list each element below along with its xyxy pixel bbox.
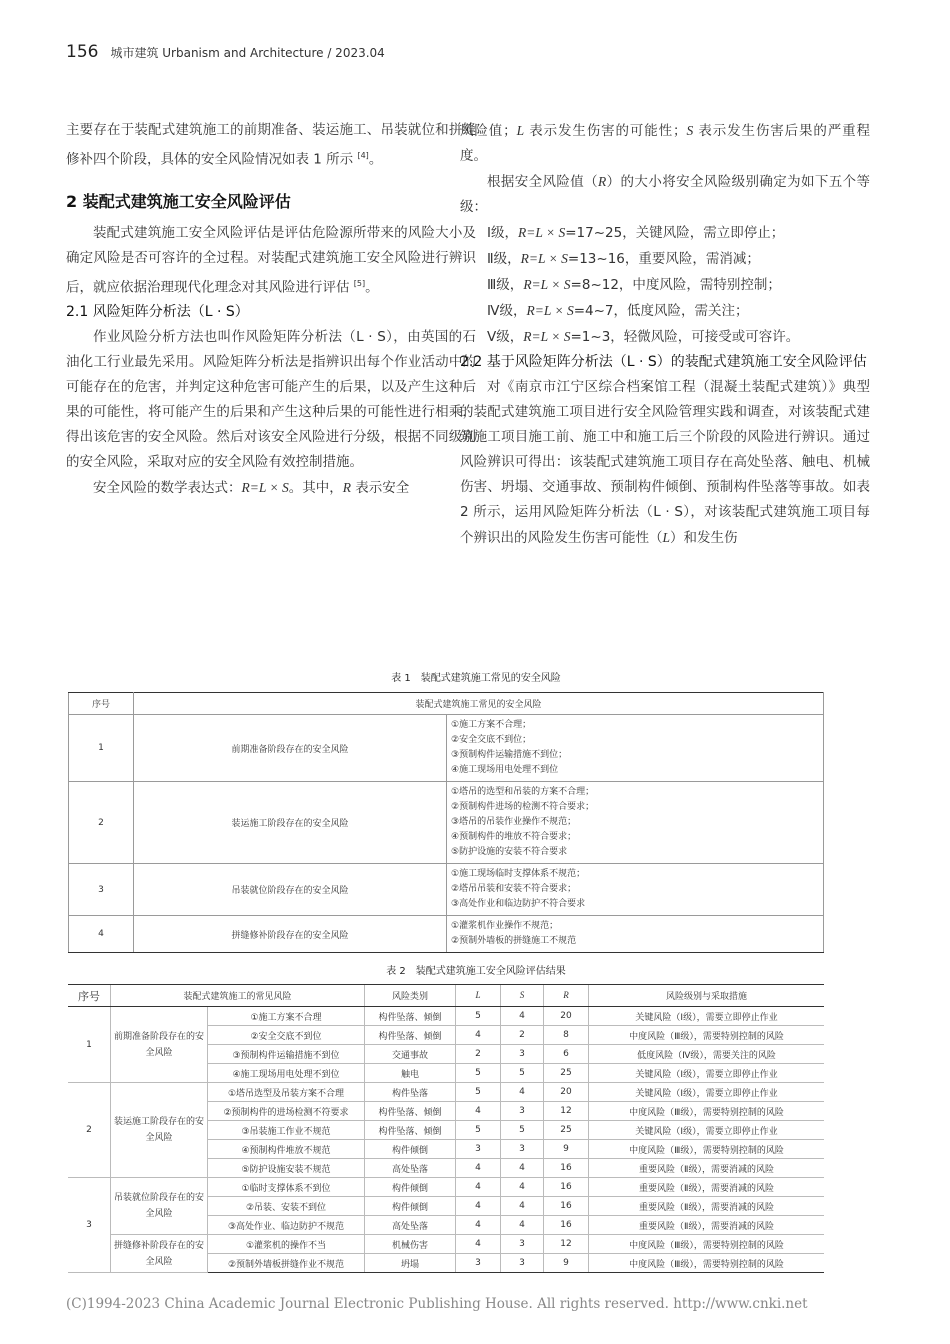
category-cell: 构件坠落、倾倒 [365, 1007, 456, 1026]
category-cell: 构件倾倒 [365, 1197, 456, 1216]
risk-list: ①灌浆机作业操作不规范； ②预制外墙板的拼缝施工不规范 [447, 916, 824, 953]
level-cell: 重要风险（Ⅱ级），需要消减的风险 [589, 1159, 825, 1178]
risk-cell: ⑤防护设施安装不规范 [208, 1159, 365, 1178]
risk-level-item: Ⅳ级，R=L × S=4~7，低度风险，需关注； [487, 303, 749, 319]
stage-cell: 装运施工阶段存在的安全风险 [134, 782, 447, 864]
level-cell: 中度风险（Ⅲ级），需要特别控制的风险 [589, 1102, 825, 1121]
stage-cell: 拼缝修补阶段存在的安全风险 [134, 916, 447, 953]
paragraph: 作业风险分析方法也叫作风险矩阵分析法（L · S），由英国的石油化工行业最先采用。风险矩阵分析法是指辨识出每个作业活动中的可能存在的危害，并判定这种危害可能产生的后果，以及产生这种后果的可能性，将可能产生的后果和产生这种后果的可能性进行相乘，得出该危害的安全风险。然后对该安全风险进行分级，根据不同级别的安全风险，采取对应的安全风险有效控制措施。 [66, 329, 476, 470]
risk-cell: ④预制构件堆放不规范 [208, 1140, 365, 1159]
s-cell: 4 [501, 1216, 544, 1235]
paragraph: 装配式建筑施工安全风险评估是评估危险源所带来的风险大小及确定风险是否可容许的全过程。对装配式建筑施工安全风险进行辨识后，就应依据治理现代化理念对其风险进行评估 [5]。 [66, 224, 476, 295]
table-header: 风险类别 [365, 985, 456, 1007]
risk-cell: ①灌浆机的操作不当 [208, 1235, 365, 1254]
paragraph: 主要存在于装配式建筑施工的前期准备、装运施工、吊装就位和拼缝修补四个阶段，具体的安全风险情况如表 1 所示 [4]。 [66, 122, 476, 168]
paragraph: 根据安全风险值（R）的大小将安全风险级别确定为如下五个等级： [460, 174, 871, 215]
table-row [68, 1007, 824, 1026]
formula: R=L × S [241, 480, 289, 495]
risk-level-item: Ⅴ级，R=L × S=1~3，轻微风险，可接受或可容许。 [487, 329, 800, 345]
r-cell: 6 [544, 1045, 589, 1064]
table-row [69, 715, 824, 782]
s-cell: 2 [501, 1026, 544, 1045]
table-header: R [544, 985, 589, 1007]
l-cell: 4 [456, 1197, 501, 1216]
r-cell: 16 [544, 1216, 589, 1235]
risk-list: ①施工现场临时支撑体系不规范； ②塔吊吊装和安装不符合要求； ③高处作业和临边防护不符合要求 [447, 864, 824, 916]
row-number: 2 [69, 782, 134, 864]
table-row [69, 916, 824, 953]
level-cell: 中度风险（Ⅲ级），需要特别控制的风险 [589, 1140, 825, 1159]
table2 [68, 984, 824, 1273]
s-cell: 4 [501, 1178, 544, 1197]
running-header [66, 42, 385, 62]
l-cell: 4 [456, 1102, 501, 1121]
r-cell: 16 [544, 1197, 589, 1216]
paragraph: 安全风险的数学表达式：R=L × S。其中，R 表示安全 [93, 480, 410, 496]
risk-level-item: Ⅱ级，R=L × S=13~16，重要风险，需消减； [487, 251, 760, 267]
table1 [68, 692, 824, 953]
table-header: S [501, 985, 544, 1007]
table-header: 装配式建筑施工常见的安全风险 [134, 693, 824, 715]
category-cell: 交通事故 [365, 1045, 456, 1064]
left-column [66, 118, 476, 501]
level-cell: 关键风险（Ⅰ级），需要立即停止作业 [589, 1083, 825, 1102]
risk-cell: ③高处作业、临边防护不规范 [208, 1216, 365, 1235]
table-row [68, 1235, 824, 1254]
l-cell: 5 [456, 1064, 501, 1083]
citation[interactable]: [5] [353, 278, 366, 288]
risk-level-item: Ⅲ级，R=L × S=8~12，中度风险，需特别控制； [487, 277, 781, 293]
table-header: 风险级别与采取措施 [589, 985, 825, 1007]
table-row [69, 782, 824, 864]
risk-list: ①施工方案不合理； ②安全交底不到位； ③预制构件运输措施不到位； ④施工现场用电处理不到位 [447, 715, 824, 782]
category-cell: 高处坠落 [365, 1216, 456, 1235]
s-cell: 4 [501, 1159, 544, 1178]
level-cell: 低度风险（Ⅳ级），需要关注的风险 [589, 1045, 825, 1064]
stage-cell: 吊装就位阶段存在的安全风险 [111, 1178, 208, 1235]
r-cell: 12 [544, 1102, 589, 1121]
table-row [68, 1083, 824, 1102]
category-cell: 构件坠落、倾倒 [365, 1102, 456, 1121]
l-cell: 4 [456, 1235, 501, 1254]
risk-cell: ②预制外墙板拼缝作业不规范 [208, 1254, 365, 1273]
risk-cell: ②安全交底不到位 [208, 1026, 365, 1045]
l-cell: 5 [456, 1121, 501, 1140]
s-cell: 4 [501, 1007, 544, 1026]
level-cell: 中度风险（Ⅲ级），需要特别控制的风险 [589, 1235, 825, 1254]
table-header: 序号 [69, 693, 134, 715]
level-cell: 中度风险（Ⅲ级），需要特别控制的风险 [589, 1026, 825, 1045]
r-cell: 9 [544, 1254, 589, 1273]
r-cell: 20 [544, 1007, 589, 1026]
category-cell: 构件坠落 [365, 1083, 456, 1102]
l-cell: 4 [456, 1026, 501, 1045]
row-number: 1 [69, 715, 134, 782]
level-cell: 关键风险（Ⅰ级），需要立即停止作业 [589, 1064, 825, 1083]
s-cell: 4 [501, 1197, 544, 1216]
r-cell: 16 [544, 1159, 589, 1178]
l-cell: 5 [456, 1007, 501, 1026]
s-cell: 3 [501, 1235, 544, 1254]
r-cell: 8 [544, 1026, 589, 1045]
l-cell: 4 [456, 1216, 501, 1235]
row-number: 3 [69, 864, 134, 916]
journal-name: 城市建筑 Urbanism and Architecture / 2023.04 [110, 46, 385, 60]
risk-cell: ②预制构件的进场检测不符要求 [208, 1102, 365, 1121]
citation[interactable]: [4] [357, 151, 369, 160]
r-cell: 16 [544, 1178, 589, 1197]
level-cell: 关键风险（Ⅰ级），需要立即停止作业 [589, 1007, 825, 1026]
level-cell: 重要风险（Ⅱ级），需要消减的风险 [589, 1197, 825, 1216]
risk-cell: ①临时支撑体系不到位 [208, 1178, 365, 1197]
l-cell: 4 [456, 1178, 501, 1197]
s-cell: 3 [501, 1254, 544, 1273]
category-cell: 构件坠落、倾倒 [365, 1121, 456, 1140]
paragraph: 对《南京市江宁区综合档案馆工程（混凝土装配式建筑）》典型的装配式建筑施工项目进行安全风险管理实践和调查，对该装配式建筑施工项目施工前、施工中和施工后三个阶段的风险进行辨识。通过风险辨识可得出：该装配式建筑施工项目存在高处坠落、触电、机械伤害、坍塌、交通事故、预制构件倾倒、预制构件坠落等事故。如表 2 所示，运用风险矩阵分析法（L · S），对该装配式建筑施工项目每个辨识出的风险发生伤害可能性（L）和发生伤 [460, 379, 870, 546]
right-column [460, 118, 870, 551]
table-header: 装配式建筑施工的常见风险 [111, 985, 365, 1007]
page-number: 156 [66, 42, 99, 62]
risk-cell: ②吊装、安装不到位 [208, 1197, 365, 1216]
s-cell: 3 [501, 1045, 544, 1064]
l-cell: 3 [456, 1254, 501, 1273]
l-cell: 4 [456, 1159, 501, 1178]
s-cell: 5 [501, 1064, 544, 1083]
risk-cell: ①塔吊选型及吊装方案不合理 [208, 1083, 365, 1102]
copyright-footer: (C)1994-2023 China Academic Journal Electronic Publishing House. All rights reserved. http://www.cnki.net [66, 1296, 808, 1312]
l-cell: 2 [456, 1045, 501, 1064]
paragraph: 风险值；L 表示发生伤害的可能性；S 表示发生伤害后果的严重程度。 [460, 123, 871, 164]
subsection-heading: 2.1 风险矩阵分析法（L · S） [66, 304, 249, 320]
l-cell: 3 [456, 1140, 501, 1159]
group-number: 3 [68, 1178, 111, 1273]
table-header: 序号 [68, 985, 111, 1007]
risk-cell: ①施工方案不合理 [208, 1007, 365, 1026]
stage-cell: 吊装就位阶段存在的安全风险 [134, 864, 447, 916]
risk-cell: ③预制构件运输措施不到位 [208, 1045, 365, 1064]
risk-cell: ④施工现场用电处理不到位 [208, 1064, 365, 1083]
group-number: 2 [68, 1083, 111, 1178]
stage-cell: 前期准备阶段存在的安全风险 [134, 715, 447, 782]
r-cell: 20 [544, 1083, 589, 1102]
section-heading: 2 装配式建筑施工安全风险评估 [66, 191, 291, 211]
table-header: L [456, 985, 501, 1007]
risk-list: ①塔吊的选型和吊装的方案不合理； ②预制构件进场的检测不符合要求； ③塔吊的吊装作业操作不规范； ④预制构件的堆放不符合要求； ⑤防护设施的安装不符合要求 [447, 782, 824, 864]
row-number: 4 [69, 916, 134, 953]
category-cell: 坍塌 [365, 1254, 456, 1273]
table-row [69, 864, 824, 916]
r-cell: 12 [544, 1235, 589, 1254]
category-cell: 机械伤害 [365, 1235, 456, 1254]
stage-cell: 前期准备阶段存在的安全风险 [111, 1007, 208, 1083]
r-cell: 25 [544, 1064, 589, 1083]
l-cell: 5 [456, 1083, 501, 1102]
category-cell: 构件倾倒 [365, 1178, 456, 1197]
category-cell: 高处坠落 [365, 1159, 456, 1178]
table2-caption: 表 2 装配式建筑施工安全风险评估结果 [386, 966, 566, 977]
risk-cell: ③吊装施工作业不规范 [208, 1121, 365, 1140]
category-cell: 构件坠落、倾倒 [365, 1026, 456, 1045]
s-cell: 3 [501, 1140, 544, 1159]
level-cell: 重要风险（Ⅱ级），需要消减的风险 [589, 1216, 825, 1235]
s-cell: 5 [501, 1121, 544, 1140]
level-cell: 重要风险（Ⅱ级），需要消减的风险 [589, 1178, 825, 1197]
table1-caption: 表 1 装配式建筑施工常见的安全风险 [391, 673, 561, 684]
category-cell: 构件倾倒 [365, 1140, 456, 1159]
category-cell: 触电 [365, 1064, 456, 1083]
level-cell: 中度风险（Ⅲ级），需要特别控制的风险 [589, 1254, 825, 1273]
group-number: 1 [68, 1007, 111, 1083]
s-cell: 4 [501, 1083, 544, 1102]
r-cell: 9 [544, 1140, 589, 1159]
r-cell: 25 [544, 1121, 589, 1140]
table-row [68, 1178, 824, 1197]
stage-cell: 装运施工阶段存在的安全风险 [111, 1083, 208, 1178]
stage-cell: 拼缝修补阶段存在的安全风险 [111, 1235, 208, 1273]
risk-level-item: Ⅰ级，R=L × S=17~25，关键风险，需立即停止； [487, 225, 785, 241]
level-cell: 关键风险（Ⅰ级），需要立即停止作业 [589, 1121, 825, 1140]
s-cell: 3 [501, 1102, 544, 1121]
subsection-heading: 2.2 基于风险矩阵分析法（L · S）的装配式建筑施工安全风险评估 [460, 354, 867, 370]
